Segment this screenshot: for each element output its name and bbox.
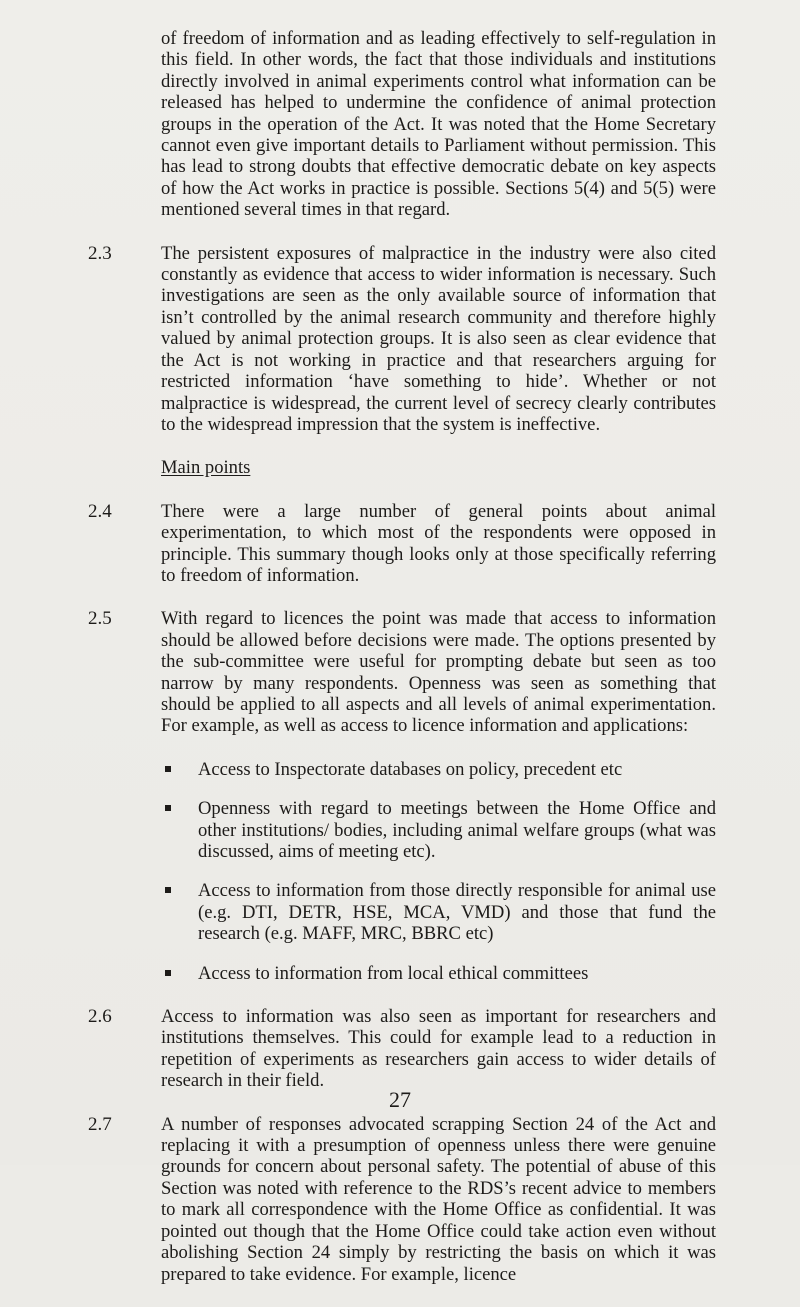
list-item-text: Openness with regard to meetings between the Home Office and other institutions/ bodies, including animal welfare groups (what was discussed, aims of meeting etc). — [198, 798, 716, 862]
list-item-text: Access to information from those directly responsible for animal use (e.g. DTI, DETR, HSE, MCA, VMD) and those that fund the research (e.g. MAFF, MRC, BBRC etc) — [198, 880, 716, 945]
page-number: 27 — [389, 1087, 411, 1112]
square-bullet-icon — [165, 766, 171, 772]
list-item — [198, 759, 716, 780]
paragraph-number: 2.6 — [88, 1006, 112, 1028]
paragraph-text: A number of responses advocated scrapping Section 24 of the Act and replacing it with a presumption of openness unless there were genuine grounds for concern about personal safety. The potential of abuse of this Section was noted with reference to the RDS’s recent advice to members to mark all correspondence with the Home Office as confidential. It was pointed out though that the Home Office could take action even without abolishing Section 24 simply by restricting the basis on which it was prepared to take evidence. For example, licence — [161, 1113, 716, 1285]
paragraph-2-3 — [0, 243, 800, 436]
paragraph-number: 2.3 — [88, 242, 112, 264]
paragraph-text: Access to information was also seen as important for researchers and institutions themselves. This could for example lead to a reduction in repetition of experiments as researchers gain access to wider details of research in their field. — [161, 1006, 716, 1092]
bullet-list — [0, 759, 800, 984]
paragraph-text: There were a large number of general points about animal experimentation, to which most of the respondents were opposed in principle. This summary though looks only at those specifically referring to freedom of information. — [161, 500, 716, 586]
paragraph-number: 2.7 — [88, 1113, 112, 1135]
list-item — [198, 798, 716, 862]
paragraph-2-4 — [0, 501, 800, 587]
paragraph-text: With regard to licences the point was made that access to information should be allowed before decisions were made. The options presented by the sub-committee were useful for prompting debate but seen as too narrow by many respondents. Openness was seen as something that should be applied to all aspects and all levels of animal experimentation. For example, as well as access to licence information and applications: — [161, 608, 716, 737]
square-bullet-icon — [165, 970, 171, 976]
page-content — [0, 28, 800, 1307]
list-item — [198, 963, 716, 984]
paragraph-2-5 — [0, 608, 800, 736]
paragraph-2-6 — [0, 1006, 800, 1092]
list-item-text: Access to information from local ethical committees — [198, 962, 589, 984]
paragraph-text: The persistent exposures of malpractice in the industry were also cited constantly as evidence that access to wider information is necessary. Such investigations are seen as the only available source of information that isn’t controlled by the animal research community and therefore highly valued by animal protection groups. It is also seen as clear evidence that the Act is not working in practice and that researchers arguing for restricted information ‘have something to hide’. Whether or not malpractice is widespread, the current level of secrecy clearly contributes to the widespread impression that the system is ineffective. — [161, 242, 716, 435]
paragraph-number: 2.5 — [88, 608, 112, 630]
list-item — [198, 880, 716, 944]
paragraph-number: 2.4 — [88, 500, 112, 522]
paragraph-text: of freedom of information and as leading effectively to self-regulation in this field. In other words, the fact that those individuals and institutions directly involved in animal experiments control what information can be released has helped to undermine the confidence of animal protection groups in the operation of the Act. It was noted that the Home Secretary cannot even give important details to Parliament without permission. This has lead to strong doubts that effective democratic debate on key aspects of how the Act works in practice is possible. Sections 5(4) and 5(5) were mentioned several times in that regard. — [161, 28, 716, 221]
list-item-text: Access to Inspectorate databases on policy, precedent etc — [198, 758, 623, 780]
square-bullet-icon — [165, 887, 171, 893]
paragraph-continued — [0, 28, 800, 221]
section-heading: Main points — [161, 457, 251, 479]
paragraph-2-7 — [0, 1114, 800, 1285]
square-bullet-icon — [165, 805, 171, 811]
